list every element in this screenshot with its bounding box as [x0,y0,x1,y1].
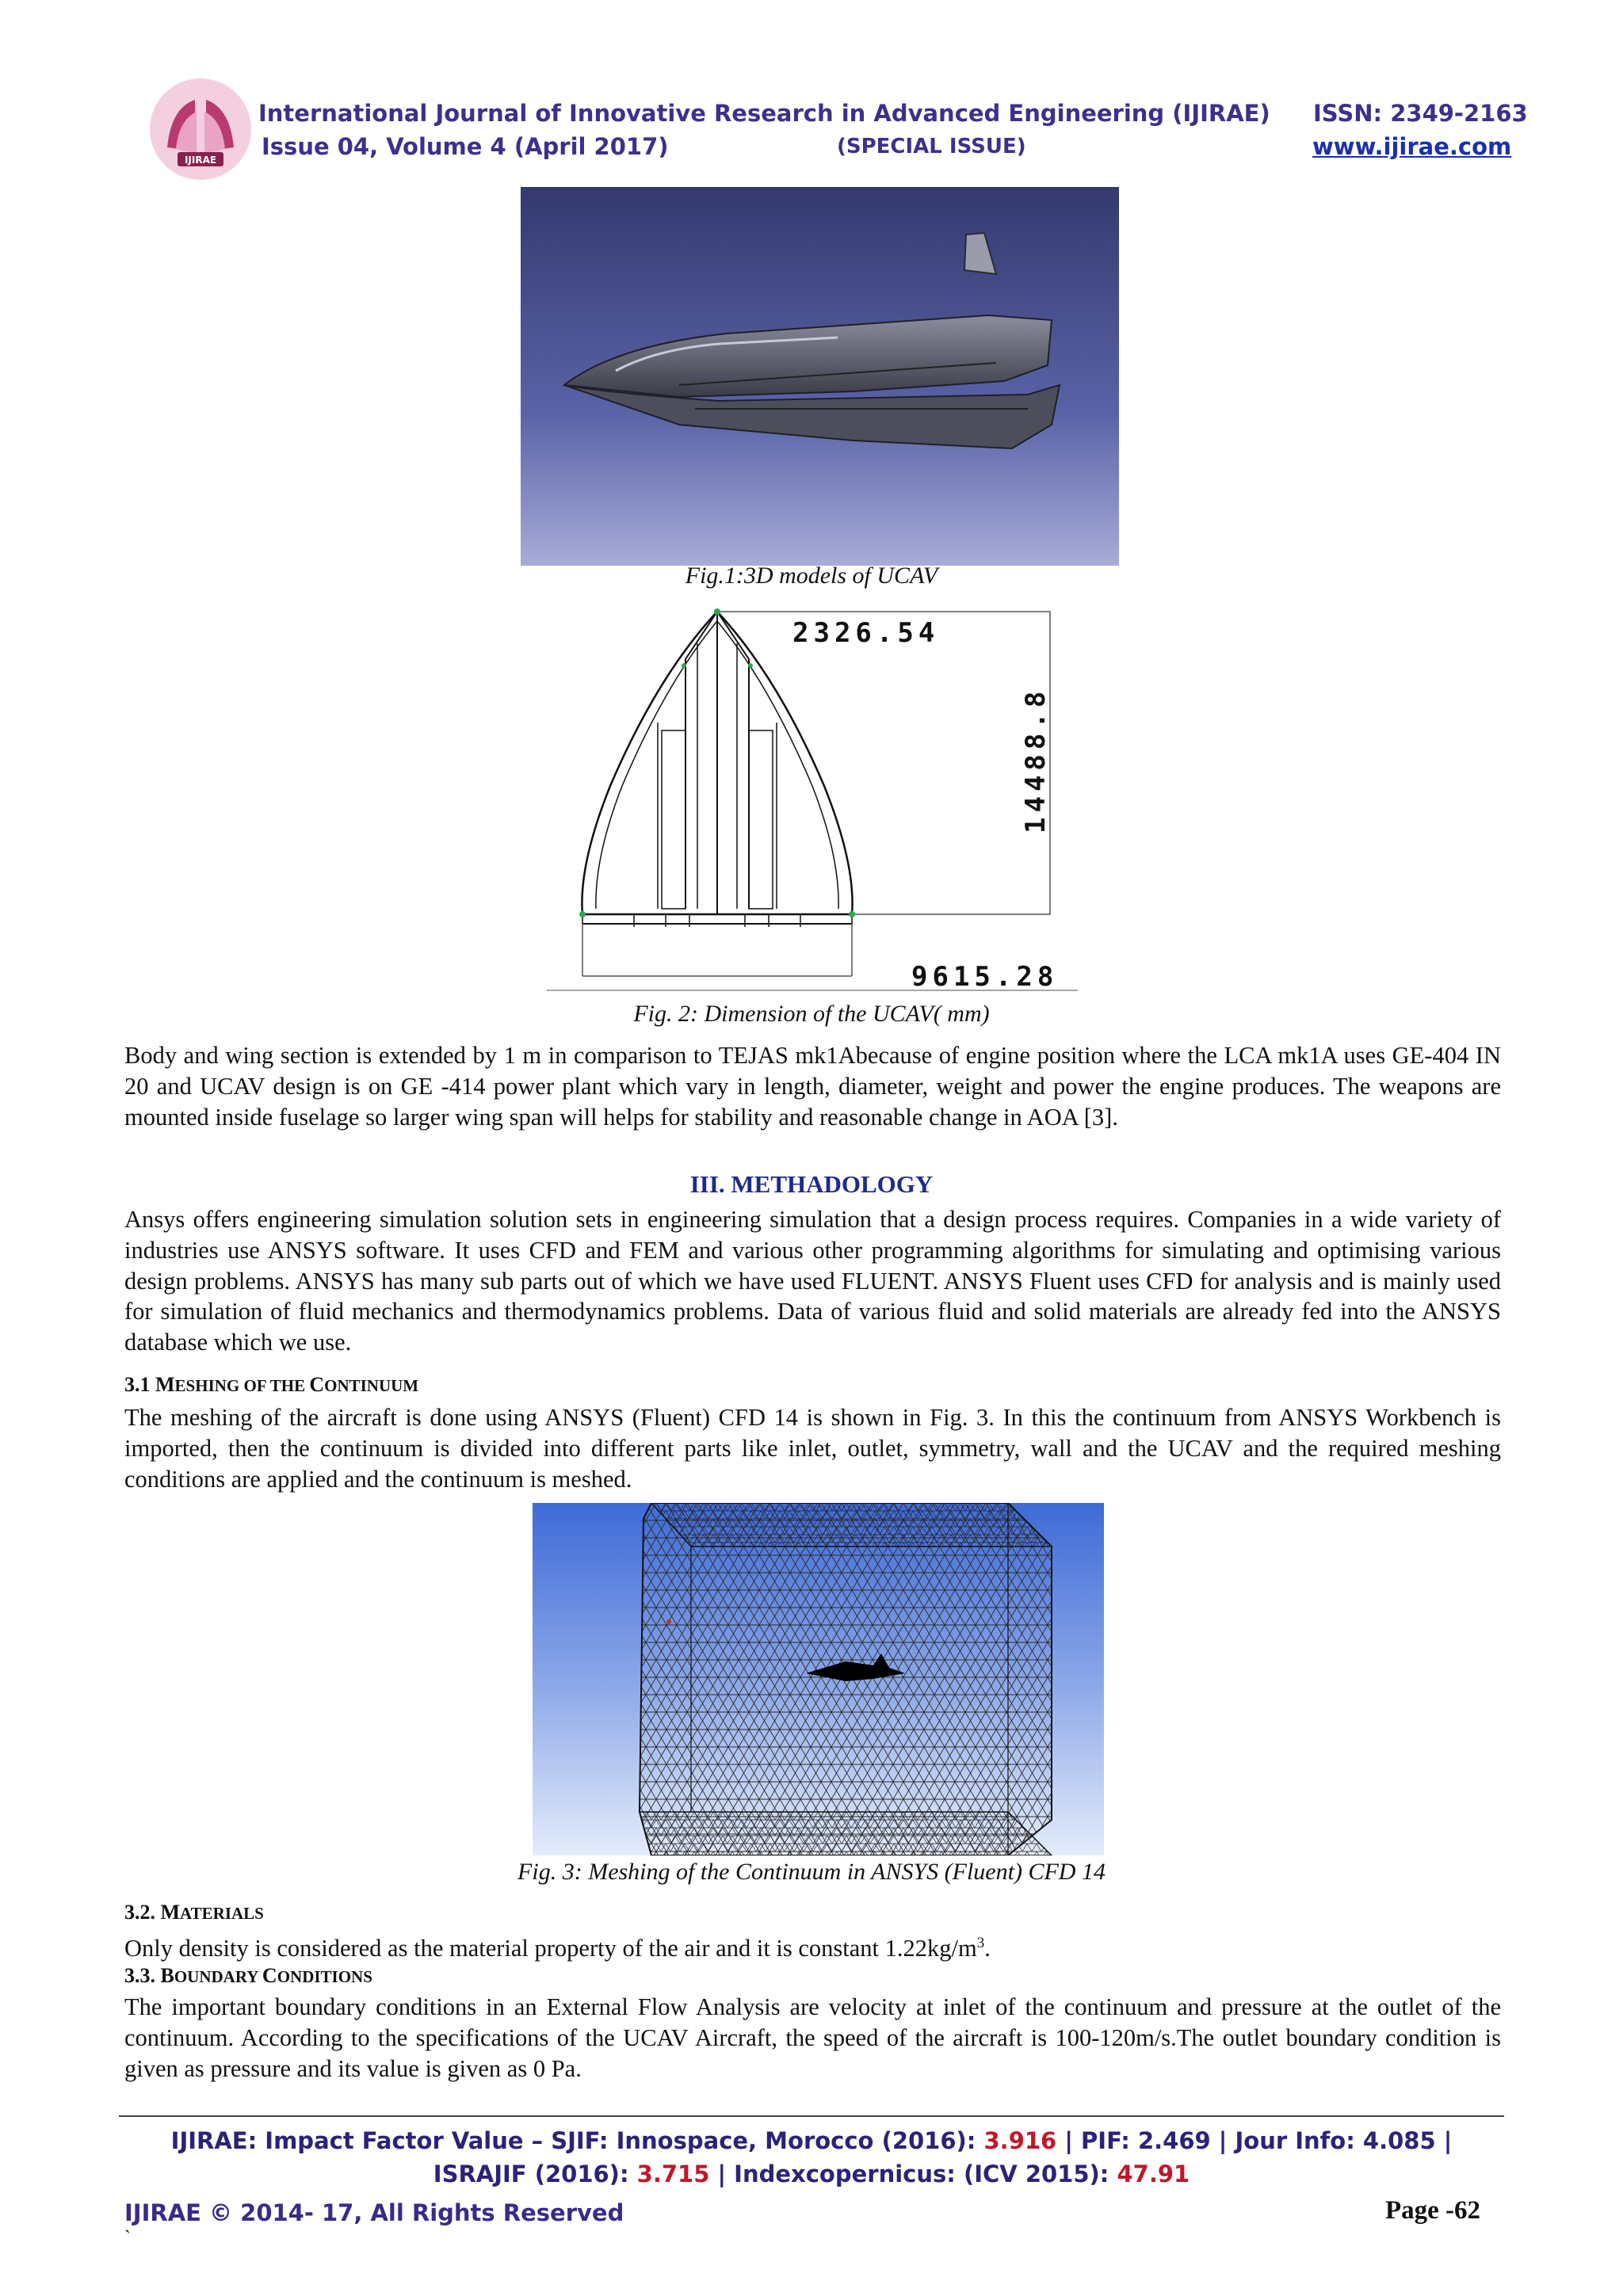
journal-title: International Journal of Innovative Research in Advanced Engineering (IJIRAE) [258,100,1270,127]
subsection-heading-3-2: 3.2. MATERIALS [124,1901,264,1924]
page-number: Page -62 [1385,2196,1481,2225]
body-paragraph-1: Body and wing section is extended by 1 m in comparison to TEJAS mk1Abecause of engine position where the LCA mk1A uses GE-404 IN 20 and UCAV design is on GE -414 power plant which vary in length, diameter, weight and power the engine produces. The weapons are mounted inside fuselage so larger wing span will helps for stability and reasonable change in AOA [3]. [124,1042,1501,1131]
logo-text: IJIRAE [184,154,217,166]
issn: ISSN: 2349-2163 [1313,100,1528,127]
footer-impact-line-2: ISRAJIF (2016): 3.715 | Indexcopernicus: (ICV 2015): 47.91 [433,2161,1190,2187]
dim-side: 14488.8 [1020,686,1052,833]
special-issue: (SPECIAL ISSUE) [837,135,1026,158]
fig2-drawing [539,604,1078,1000]
footer-tick: ` [124,2228,131,2248]
issue-info: Issue 04, Volume 4 (April 2017) [262,133,669,160]
subsection-heading-3-3: 3.3. BOUNDARY CONDITIONS [124,1964,372,1987]
fig1-image [521,187,1119,566]
section-heading-methodology: III. METHADOLOGY [689,1170,934,1198]
fig2-caption: Fig. 2: Dimension of the UCAV( mm) [633,1001,990,1027]
body-paragraph-materials: Only density is considered as the material property of the air and it is constant $1.22kg/m^3$. [124,1935,991,1962]
subsection-heading-3-1: 3.1 MESHING OF THE CONTINUUM [124,1373,419,1396]
body-paragraph-methodology: Ansys offers engineering simulation solution sets in engineering simulation that a design process requires. Companies in a wide variety of industries use ANSYS software. It uses CFD and FEM and various other programming algorithms for simulating and optimising various design problems. ANSYS has many sub parts out of which we have used FLUENT. ANSYS Fluent uses CFD for analysis and is mainly used for simulation of fluid mechanics and thermodynamics problems. Data of various fluid and solid materials are already fed into the ANSYS database which we use. [124,1206,1501,1356]
journal-logo [147,76,254,182]
body-paragraph-meshing: The meshing of the aircraft is done using ANSYS (Fluent) CFD 14 is shown in Fig. 3. In this the continuum from ANSYS Workbench is imported, then the continuum is divided into different parts like inlet, outlet, symmetry, wall and the UCAV and the required meshing conditions are applied and the continuum is meshed. [124,1404,1501,1493]
body-paragraph-boundary: The important boundary conditions in an External Flow Analysis are velocity at inlet of the continuum and pressure at the outlet of the continuum. According to the specifications of the UCAV Aircraft, the speed of the aircraft is 100-120m/s.The outlet boundary condition is given as pressure and its value is given as 0 Pa. [124,1993,1501,2082]
dim-bottom: 9615.28 [911,961,1059,993]
fig3-caption: Fig. 3: Meshing of the Continuum in ANSYS (Fluent) CFD 14 [517,1859,1106,1885]
footer-separator [119,2115,1504,2117]
fig1-caption: Fig.1:3D models of UCAV [685,563,938,589]
website-link[interactable]: www.ijirae.com [1312,133,1512,160]
footer-impact-line-1: IJIRAE: Impact Factor Value – SJIF: Innospace, Morocco (2016): 3.916 | PIF: 2.469 | Jour Info: 4.085 | [170,2127,1453,2154]
dim-top: 2326.54 [792,617,940,649]
fig3-mesh-image [533,1503,1104,1855]
footer-copyright: IJIRAE © 2014- 17, All Rights Reserved [124,2199,624,2226]
